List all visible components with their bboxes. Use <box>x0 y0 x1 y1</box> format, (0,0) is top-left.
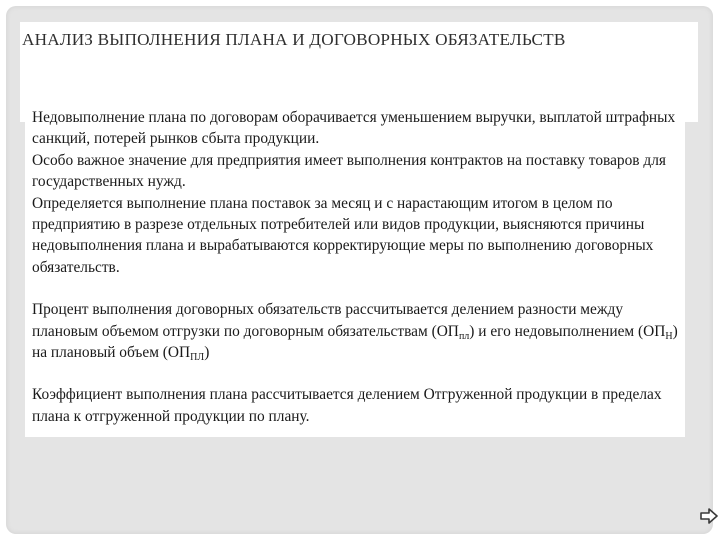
percent-text-part1: Процент выполнения договорных обязательств рассчитывается делением разности между плановым объемом отгрузки по договорным обязательствам (ОП <box>32 301 624 340</box>
spacer <box>32 363 687 384</box>
paragraph-delivery-plan: Определяется выполнение плана поставок за месяц и с нарастающим итогом в целом по предприятию в разрезе отдельных потребителей или видов продукции, выясняются причины недовыполнения плана и вырабатываются корректирующие меры по выполнению договорных обязательств. <box>32 194 654 276</box>
percent-text-part4: ) <box>204 344 210 362</box>
slide-body <box>32 107 687 427</box>
paragraph-underfulfillment: Недовыполнение плана по договорам оборачивается уменьшением выручки, выплатой штрафных санкций, потерей рынков сбыта продукции. <box>32 109 676 148</box>
percent-sub-shortfall: Н <box>665 330 673 342</box>
spacer <box>32 278 687 299</box>
arrow-right-icon <box>700 508 718 524</box>
percent-text-part2: ) и его недовыполнением (ОП <box>469 322 666 340</box>
percent-sub-plan-volume: ПЛ <box>190 352 205 364</box>
percent-sub-planned: пл <box>458 330 470 342</box>
paragraph-percent-formula <box>32 299 687 363</box>
paragraph-coefficient: Коэффициент выполнения плана рассчитывается делением Отгруженной продукции в пределах плана к отгруженной продукции по плану. <box>32 386 662 425</box>
slide-title: АНАЛИЗ ВЫПОЛНЕНИЯ ПЛАНА И ДОГОВОРНЫХ ОБЯЗАТЕЛЬСТВ <box>22 30 566 49</box>
next-slide-button[interactable] <box>700 508 718 524</box>
percent-text-part3: ) на плановый объем (ОП <box>32 322 678 362</box>
paragraph-state-contracts: Особо важное значение для предприятия имеет выполнения контрактов на поставку товаров для государственных нужд. <box>32 151 667 191</box>
